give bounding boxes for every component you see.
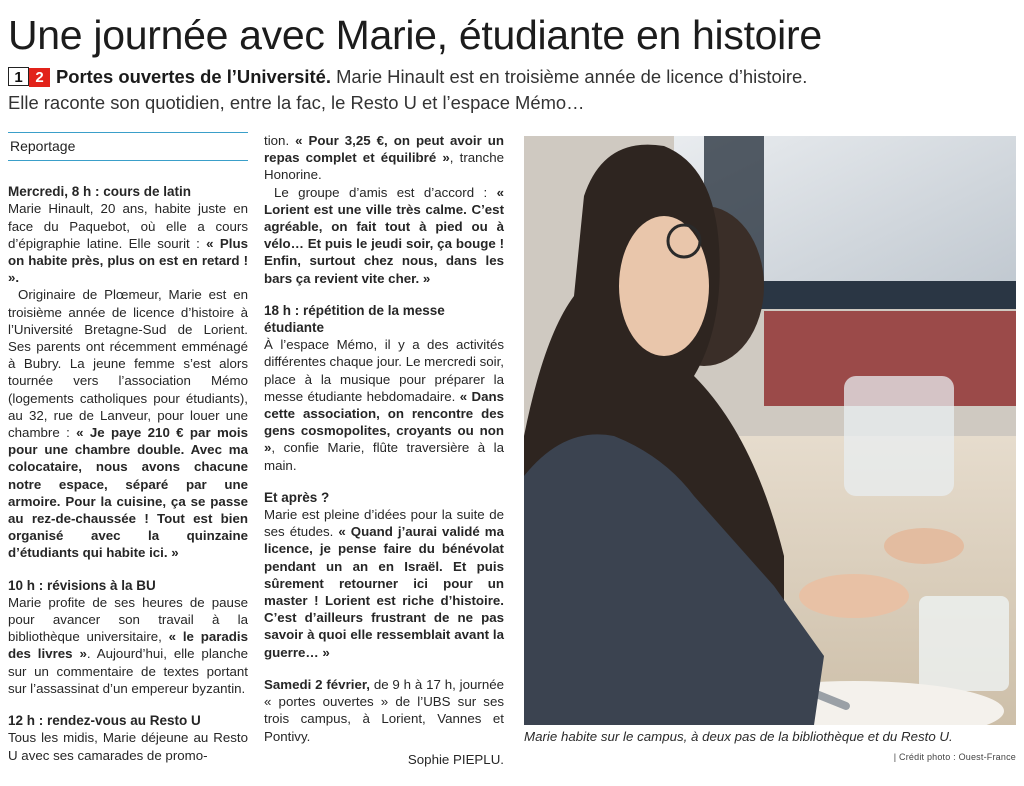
subhead-resto: 12 h : rendez-vous au Resto U: [8, 713, 201, 729]
article-column-1: [8, 132, 248, 764]
paragraph: tion. « Pour 3,25 €, on peut avoir un repas complet et équilibré », tranche Honorine.: [264, 133, 504, 183]
lead-text-2: Elle raconte son quotidien, entre la fac, le Resto U et l’espace Mémo…: [8, 92, 585, 113]
paragraph-info: Samedi 2 février, de 9 h à 17 h, journée « portes ouvertes » de l’UBS sur ses trois campus, à Lorient, Vannes et Pontivy.: [264, 676, 505, 744]
subhead-latin: Mercredi, 8 h : cours de latin: [8, 184, 192, 200]
section-label: Reportage: [8, 132, 248, 161]
headline: Une journée avec Marie, étudiante en histoire: [8, 12, 822, 58]
byline: Sophie PIEPLU.: [407, 751, 504, 767]
subhead-apres: Et après ?: [264, 489, 330, 505]
lead-paragraph: [8, 64, 1018, 116]
article-column-2: [264, 132, 504, 768]
paragraph: Originaire de Plœmeur, Marie est en troisième année de licence d’histoire à l’Université Bretagne-Sud de Lorient. Ses parents ont récemment emménagé à Bubry. La jeune femme s’est alors tournée vers l’association Mémo (logements catholiques pour étudiants), au 32, rue de Lanveur, pour louer une chambre : « Je paye 210 € par mois pour une chambre double. Avec ma colocataire, nous avons chacune notre espace, séparé par une armoire. Pour la cuisine, ça se passe au rez-de-chaussée ! Tout est bien organisé avec la quinzaine d’étudiants qui habite ici. »: [8, 287, 248, 561]
page-number-2: 2: [29, 68, 50, 87]
lead-text-1: Marie Hinault est en troisième année de licence d’histoire.: [330, 66, 808, 87]
article-photo: [524, 136, 1016, 725]
paragraph: À l’espace Mémo, il y a des activités différentes chaque jour. Le mercredi soir, place à la musique pour préparer la messe étudiante hebdomadaire. « Dans cette association, on rencontre des gens cosmopolites, croyants ou non », confie Marie, flûte traversière à la main.: [264, 337, 505, 473]
subhead-messe: 18 h : répétition de la messe étudiante: [264, 302, 445, 336]
lead-kicker: Portes ouvertes de l’Université.: [56, 66, 331, 87]
paragraph: Le groupe d’amis est d’accord : « Lorient est une ville très calme. C’est agréable, on fait tout à pied ou à vélo… Et puis le jeudi soir, ça bouge ! Enfin, surtout chez nous, dans les bars ça revient vite cher. »: [264, 184, 504, 286]
photo-credit: | Crédit photo : Ouest-France: [893, 752, 1016, 762]
paragraph: Marie Hinault, 20 ans, habite juste en face du Paquebot, où elle a cours d’épigraphie latine. Elle sourit : « Plus on habite près, plus on est en retard ! ».: [8, 201, 248, 286]
paragraph: Marie est pleine d’idées pour la suite de ses études. « Quand j’aurai validé ma licence, je pense faire du bénévolat pendant un an en Israël. Et puis sûrement retourner ici pour un master ! Lorient est riche d’histoire. C’est d’ailleurs frustrant de ne pas savoir à quoi elle ressemblait avant la guerre… »: [264, 507, 504, 660]
subhead-bu: 10 h : révisions à la BU: [8, 577, 156, 593]
paragraph: Tous les midis, Marie déjeune au Resto U avec ses camarades de promo-: [8, 730, 248, 763]
page-number-1: 1: [8, 67, 29, 86]
paragraph: Marie profite de ses heures de pause pour avancer son travail à la bibliothèque universitaire, « le paradis des livres ». Aujourd’hui, elle planche sur un commentaire de textes portant sur l’assassinat d’un empereur byzantin.: [8, 594, 249, 696]
photo-caption: Marie habite sur le campus, à deux pas de la bibliothèque et du Resto U.: [524, 729, 953, 744]
